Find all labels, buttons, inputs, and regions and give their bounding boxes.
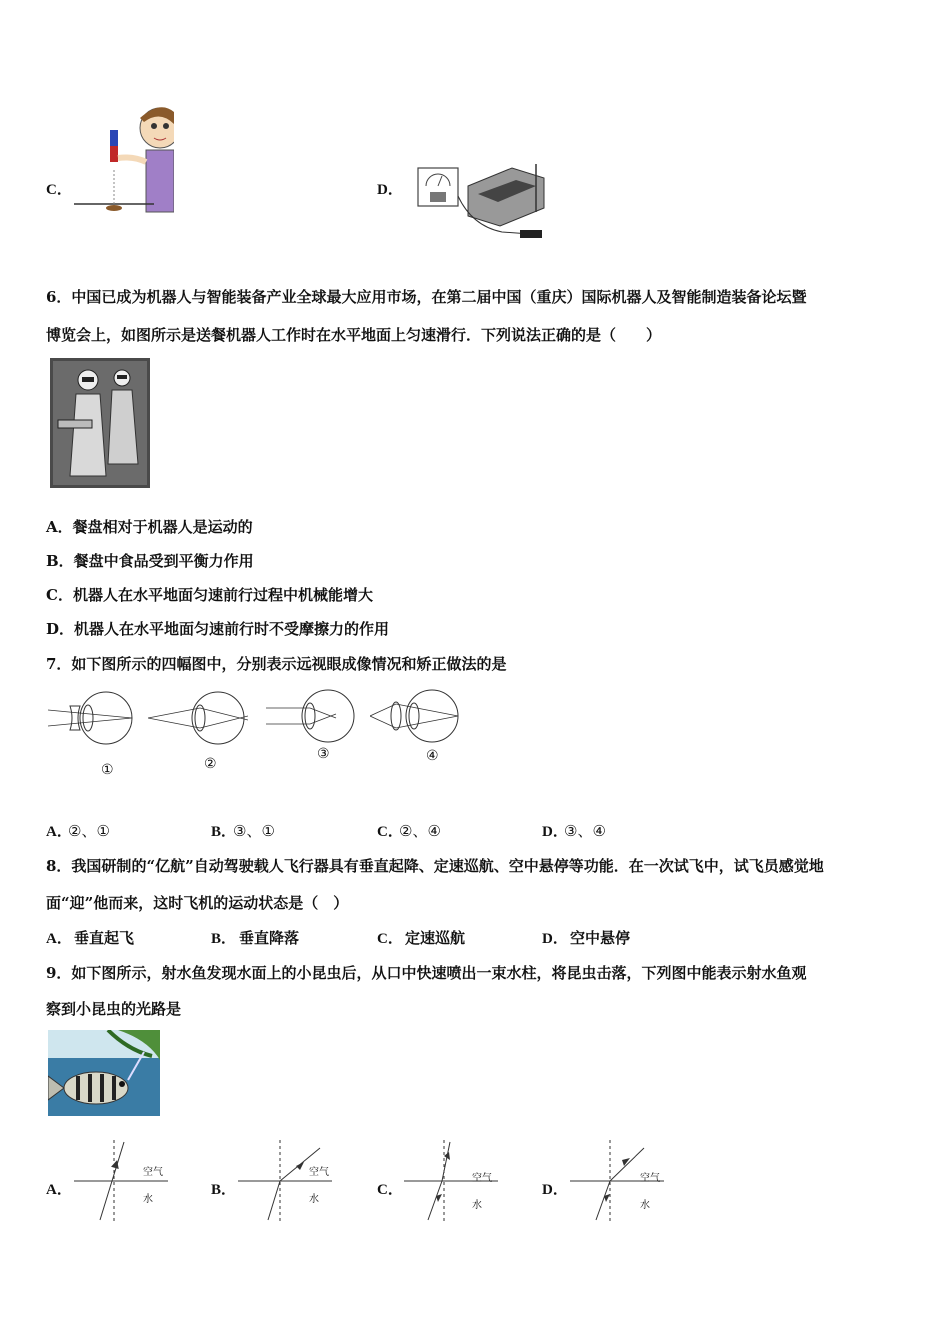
q5-figure-d [412, 156, 558, 244]
q6-robot-photo [50, 358, 150, 488]
q7-figure-label-2: ② [204, 756, 217, 772]
q6-option-a: A．餐盘相对于机器人是运动的 [46, 518, 253, 536]
q9-option-d-label: D． [542, 1182, 568, 1198]
q6-stem-line1: 6．中国已成为机器人与智能装备产业全球最大应用市场，在第二届中国（重庆）国际机器人及智能制造装备论坛暨 [46, 288, 807, 306]
q9-light-path-a [72, 1138, 172, 1224]
q9-b-air-label: 空气 [309, 1167, 329, 1178]
q7-option-d-label: D． [542, 824, 568, 840]
q7-option-d-text: ③、④ [564, 822, 606, 840]
q9-option-b-label: B． [211, 1182, 237, 1198]
q7-option-a-label: A． [46, 824, 72, 840]
q9-archerfish-photo [48, 1030, 160, 1116]
q8-option-a-text: 垂直起飞 [74, 929, 135, 947]
q5-figure-c [74, 100, 174, 218]
q7-figure-label-1: ① [101, 762, 114, 778]
q7-option-b-text: ③、① [233, 822, 275, 840]
q9-option-c-label: C． [377, 1182, 403, 1198]
q9-b-water-label: 水 [309, 1194, 319, 1205]
q7-eye-diagram-3 [266, 688, 358, 744]
q7-eye-diagram-4 [370, 688, 462, 744]
q8-stem-line2: 面“迎”他而来，这时飞机的运动状态是（ ） [46, 894, 349, 912]
q7-figure-label-4: ④ [426, 748, 439, 764]
q8-option-d-label: D． [542, 931, 568, 947]
q6-option-c: C．机器人在水平地面匀速前行过程中机械能增大 [46, 586, 373, 604]
q9-a-air-label: 空气 [143, 1167, 163, 1178]
q9-a-water-label: 水 [143, 1194, 153, 1205]
q7-option-a-text: ②、① [68, 822, 110, 840]
q6-option-b: B．餐盘中食品受到平衡力作用 [46, 552, 254, 570]
q8-option-b-text: 垂直降落 [239, 929, 300, 947]
q9-c-air-label: 空气 [472, 1173, 492, 1184]
q7-option-c-label: C． [377, 824, 403, 840]
q8-option-c-text: 定速巡航 [405, 929, 466, 947]
q7-eye-diagram-1 [48, 690, 136, 746]
q9-d-air-label: 空气 [640, 1173, 660, 1184]
q6-option-d: D．机器人在水平地面匀速前行时不受摩擦力的作用 [46, 620, 390, 638]
q9-c-water-label: 水 [472, 1200, 482, 1211]
q9-option-a-label: A． [46, 1182, 72, 1198]
q9-stem-line2: 察到小昆虫的光路是 [46, 1000, 182, 1018]
q7-stem: 7．如下图所示的四幅图中，分别表示远视眼成像情况和矫正做法的是 [46, 655, 507, 673]
q7-option-b-label: B． [211, 824, 237, 840]
q8-option-a-label: A． [46, 931, 72, 947]
q5-option-c-label: C． [46, 182, 72, 198]
q8-option-c-label: C． [377, 931, 403, 947]
q9-d-water-label: 水 [640, 1200, 650, 1211]
q7-figure-label-3: ③ [317, 746, 330, 762]
q8-option-d-text: 空中悬停 [570, 929, 631, 947]
q7-eye-diagram-2 [148, 690, 248, 746]
q8-option-b-label: B． [211, 931, 237, 947]
q7-option-c-text: ②、④ [399, 822, 441, 840]
q9-stem-line1: 9．如下图所示，射水鱼发现水面上的小昆虫后，从口中快速喷出一束水柱，将昆虫击落，下列图中能表示射水鱼观 [46, 964, 807, 982]
q6-stem-line2: 博览会上，如图所示是送餐机器人工作时在水平地面上匀速滑行．下列说法正确的是（ ） [46, 326, 662, 344]
q8-stem-line1: 8．我国研制的“亿航”自动驾驶载人飞行器具有垂直起降、定速巡航、空中悬停等功能．在一次试飞中，试飞员感觉地 [46, 857, 824, 875]
q9-light-path-b [236, 1138, 336, 1224]
q5-option-d-label: D． [377, 182, 403, 198]
